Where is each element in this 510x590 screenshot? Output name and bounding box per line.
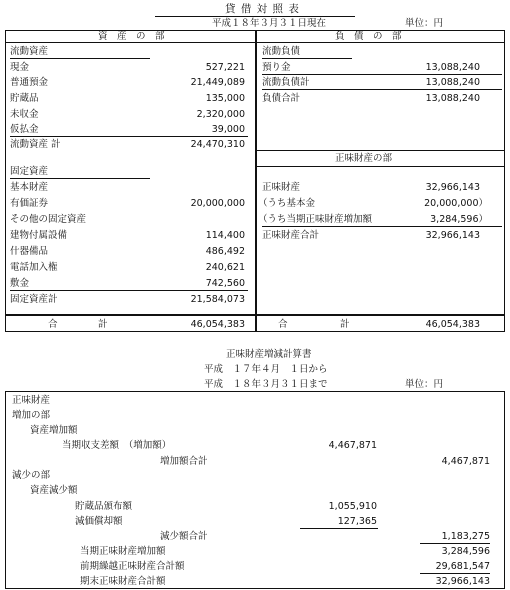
- asset-label: 現金: [10, 62, 30, 73]
- balance-sheet-title: 貸 借 対 照 表: [225, 3, 300, 15]
- row-underline: [262, 89, 502, 90]
- asset-value: 21,449,089: [190, 77, 245, 88]
- current-liabilities-heading: 流動負債: [262, 46, 301, 57]
- current-assets-heading: 流動資産: [10, 46, 49, 57]
- statement-title: 正味財産増減計算書: [226, 349, 312, 360]
- asset-label: 基本財産: [10, 182, 49, 193]
- row-value: 1,183,275: [441, 531, 490, 542]
- row-value: 4,467,871: [441, 456, 490, 467]
- asset-value: 240,621: [205, 262, 245, 273]
- assets-header: 資 産 の 部: [98, 31, 165, 42]
- balance-unit: 単位：円: [405, 18, 444, 29]
- total-left-value: 46,054,383: [190, 319, 245, 330]
- row-value: 4,467,871: [328, 440, 377, 451]
- row-underline: [262, 74, 502, 75]
- title-underline: [155, 16, 355, 17]
- row-label: 期末正味財産合計額: [80, 576, 166, 587]
- fixed-assets-total-value: 21,584,073: [190, 294, 245, 305]
- liability-value: 13,088,240: [425, 93, 480, 104]
- subtotal-underline: [10, 290, 248, 291]
- asset-value: 20,000,000: [190, 198, 245, 209]
- row-value: 1,055,910: [328, 501, 377, 512]
- net-assets-divider-bottom: [256, 166, 505, 167]
- net-assets-value: 32,966,143: [425, 230, 480, 241]
- net-assets-value: 3,284,596）: [430, 214, 488, 225]
- heading-underline: [10, 58, 150, 59]
- asset-value: 527,221: [205, 62, 245, 73]
- total-left-label: 合: [48, 319, 58, 330]
- net-assets-label: （うち基本金: [258, 198, 316, 209]
- row-label: 減少額合計: [160, 531, 208, 542]
- current-assets-total-value: 24,470,310: [190, 139, 245, 150]
- asset-value: 39,000: [211, 124, 245, 135]
- statement-unit: 単位：円: [405, 379, 444, 390]
- asset-label: 什器備品: [10, 246, 49, 257]
- asset-label: 貯蔵品: [10, 93, 39, 104]
- row-label: 資産増加額: [30, 425, 78, 436]
- statement-frame: [5, 391, 505, 589]
- row-label: 前期繰越正味財産合計額: [80, 561, 185, 572]
- asset-label: その他の固定資産: [10, 214, 87, 225]
- row-underline: [262, 226, 502, 227]
- net-assets-value: 20,000,000）: [424, 198, 488, 209]
- asset-label: 有価証券: [10, 198, 49, 209]
- row-value: 32,966,143: [435, 576, 490, 587]
- total-divider: [5, 314, 505, 316]
- total-left-label: 計: [98, 319, 108, 330]
- asset-label: 敷金: [10, 278, 30, 289]
- asset-label: 普通預金: [10, 77, 49, 88]
- total-right-label: 計: [340, 319, 350, 330]
- period-from: 平成 １７年４月 １日から: [204, 364, 328, 375]
- row-underline: [420, 573, 490, 574]
- liability-label: 負債合計: [262, 93, 301, 104]
- row-label: 増加額合計: [160, 456, 208, 467]
- net-assets-divider-top: [256, 150, 505, 151]
- liability-label: 預り金: [262, 62, 291, 73]
- balance-date: 平成１８年３月３１日現在: [212, 18, 327, 29]
- asset-value: 114,400: [205, 230, 245, 241]
- asset-value: 486,492: [205, 246, 245, 257]
- liability-value: 13,088,240: [425, 62, 480, 73]
- liabilities-header: 負 債 の 部: [335, 31, 402, 42]
- row-value: 127,365: [337, 516, 377, 527]
- header-divider: [5, 42, 505, 43]
- asset-label: 電話加入権: [10, 262, 58, 273]
- liability-label: 流動負債計: [262, 77, 310, 88]
- net-assets-label: 正味財産合計: [262, 230, 320, 241]
- heading-underline: [10, 178, 150, 179]
- row-label: 減価償却額: [75, 516, 123, 527]
- liability-value: 13,088,240: [425, 77, 480, 88]
- row-label: 正味財産: [12, 395, 51, 406]
- row-underline: [300, 528, 378, 529]
- asset-value: 2,320,000: [196, 109, 245, 120]
- row-value: 3,284,596: [441, 546, 490, 557]
- center-divider: [255, 30, 257, 332]
- period-to: 平成 １８年３月３１日まで: [204, 379, 328, 390]
- asset-label: 未収金: [10, 109, 39, 120]
- fixed-assets-total-label: 固定資産計: [10, 294, 58, 305]
- net-assets-label: （うち当期正味財産増加額: [258, 214, 373, 225]
- fixed-assets-heading: 固定資産: [10, 166, 49, 177]
- heading-underline: [262, 58, 352, 59]
- asset-value: 742,560: [205, 278, 245, 289]
- row-label: 当期収支差額 （増加額）: [62, 440, 172, 451]
- row-label: 当期正味財産増加額: [80, 546, 166, 557]
- net-assets-label: 正味財産: [262, 182, 301, 193]
- net-assets-value: 32,966,143: [425, 182, 480, 193]
- row-label: 資産減少額: [30, 485, 78, 496]
- asset-value: 135,000: [205, 93, 245, 104]
- asset-label: 仮払金: [10, 124, 39, 135]
- asset-label: 建物付属設備: [10, 230, 68, 241]
- row-label: 貯蔵品頒布額: [75, 501, 133, 512]
- current-assets-total-label: 流動資産 計: [10, 139, 61, 150]
- total-right-label: 合: [278, 319, 288, 330]
- total-right-value: 46,054,383: [425, 319, 480, 330]
- row-underline: [420, 543, 490, 544]
- subtotal-underline: [10, 136, 248, 137]
- row-label: 増加の部: [12, 410, 51, 421]
- row-label: 減少の部: [12, 470, 51, 481]
- net-assets-header: 正味財産の部: [335, 153, 393, 164]
- row-value: 29,681,547: [435, 561, 490, 572]
